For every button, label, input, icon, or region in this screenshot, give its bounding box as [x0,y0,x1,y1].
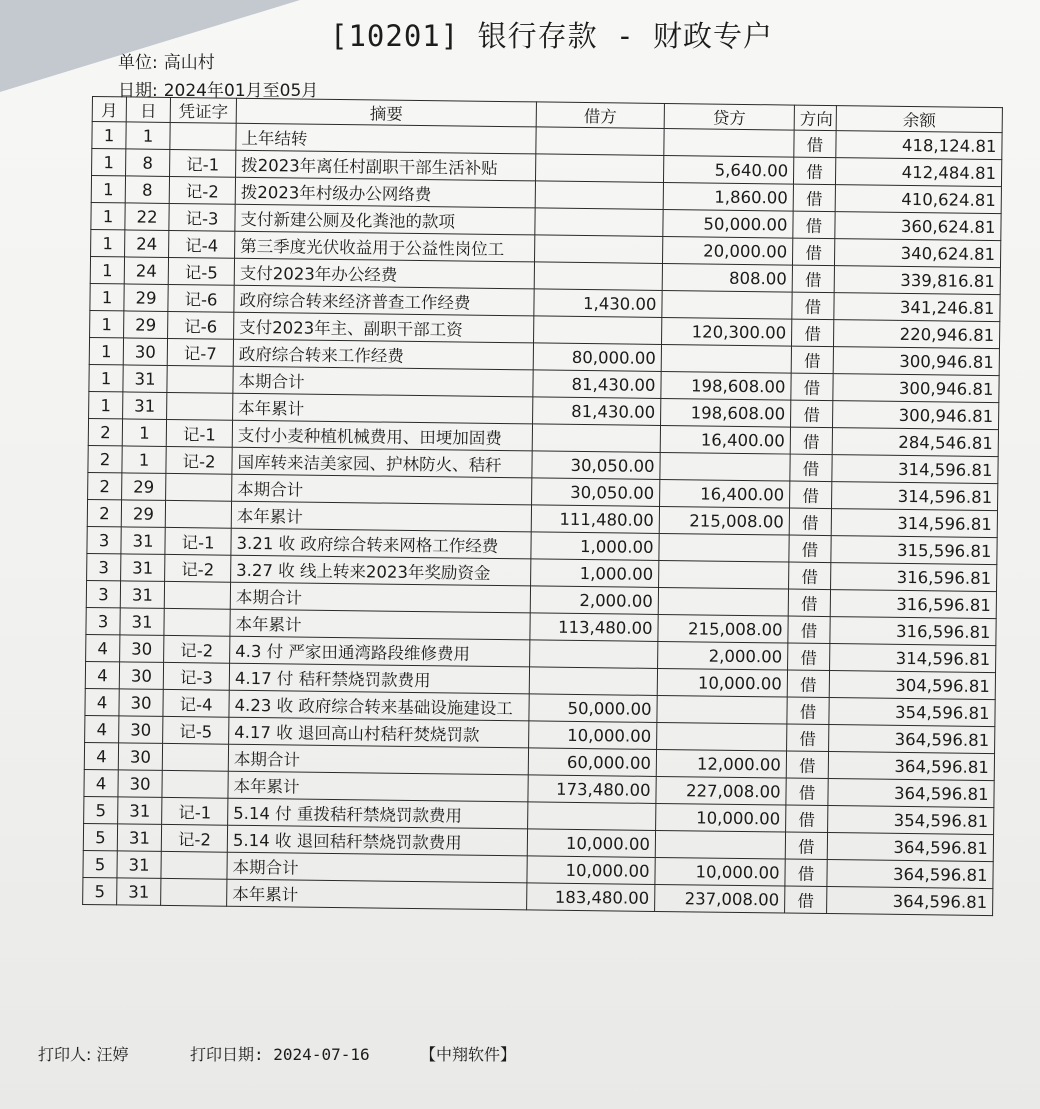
voucher-cell: 记-1 [165,527,231,555]
month-cell: 2 [87,499,121,526]
summary-cell: 支付2023年办公经费 [234,258,534,289]
day-cell: 1 [126,122,170,150]
summary-cell: 第三季度光伏收益用于公益性岗位工 [235,231,535,262]
balance-cell: 304,596.81 [829,671,995,700]
balance-cell: 284,546.81 [832,428,998,457]
month-cell: 3 [86,580,120,607]
unit-line [118,48,215,73]
direction-cell: 借 [789,508,831,536]
col-credit-header: 贷方 [664,103,794,130]
direction-cell: 借 [787,697,829,725]
summary-cell: 4.3 付 严家田通湾路段维修费用 [230,636,530,667]
balance-cell: 314,596.81 [830,644,996,673]
credit-cell [657,722,787,751]
credit-cell [659,533,789,562]
direction-cell: 借 [790,427,832,455]
balance-cell: 364,596.81 [829,725,995,754]
direction-cell: 借 [786,751,828,779]
debit-cell [535,208,663,237]
col-debit-header: 借方 [536,102,664,129]
month-cell: 1 [89,364,123,391]
summary-cell: 5.14 付 重拨秸秆禁烧罚款费用 [228,798,528,829]
day-cell: 31 [118,797,162,825]
month-cell: 1 [90,310,124,337]
summary-cell: 本年累计 [233,393,533,424]
credit-cell: 20,000.00 [662,236,792,265]
month-cell: 2 [88,445,122,472]
credit-cell: 215,008.00 [658,614,788,643]
ledger-body [83,122,1002,916]
debit-cell [535,181,663,210]
direction-cell: 借 [792,265,834,293]
day-cell: 29 [122,473,166,501]
month-cell: 5 [83,850,117,877]
balance-cell: 364,596.81 [828,779,994,808]
day-cell: 30 [123,338,167,366]
voucher-cell: 记-2 [169,176,235,204]
debit-cell: 1,000.00 [531,532,659,561]
summary-cell: 本期合计 [227,852,527,883]
summary-cell: 本年累计 [230,609,530,640]
debit-cell: 1,430.00 [534,289,662,318]
debit-cell: 81,430.00 [533,397,661,426]
col-summary-header: 摘要 [236,98,536,127]
month-cell: 1 [90,256,124,283]
day-cell: 29 [124,311,168,339]
month-cell: 4 [84,769,118,796]
balance-cell: 364,596.81 [827,833,993,862]
month-cell: 3 [86,607,120,634]
credit-cell: 10,000.00 [656,803,786,832]
debit-cell: 30,050.00 [532,478,660,507]
software-label: 【中翔软件】 [420,1045,517,1064]
month-cell: 5 [83,877,117,904]
voucher-cell: 记-1 [170,149,236,177]
summary-cell: 3.27 收 线上转来2023年奖励资金 [231,555,531,586]
voucher-cell: 记-6 [168,311,234,339]
day-cell: 30 [119,662,163,690]
balance-cell: 354,596.81 [829,698,995,727]
day-cell: 24 [125,230,169,258]
printer-value: 汪婷 [96,1045,129,1064]
summary-cell: 5.14 收 退回秸秆禁烧罚款费用 [227,825,527,856]
summary-cell: 本年累计 [227,879,527,910]
debit-cell [534,262,662,291]
direction-cell: 借 [792,292,834,320]
month-cell: 1 [92,149,126,176]
direction-cell: 借 [788,589,830,617]
credit-cell [662,290,792,319]
month-cell: 4 [85,661,119,688]
day-cell: 29 [121,500,165,528]
direction-cell: 借 [793,184,835,212]
summary-cell: 本期合计 [232,474,532,505]
balance-cell: 364,596.81 [828,752,994,781]
voucher-cell: 记-3 [163,662,229,690]
credit-cell: 227,008.00 [656,776,786,805]
debit-cell: 10,000.00 [527,856,655,885]
day-cell: 31 [117,851,161,879]
credit-cell [659,560,789,589]
day-cell: 31 [121,527,165,555]
direction-cell: 借 [791,373,833,401]
day-cell: 8 [125,176,169,204]
month-cell: 4 [85,688,119,715]
direction-cell: 借 [793,157,835,185]
credit-cell: 10,000.00 [657,668,787,697]
day-cell: 31 [123,365,167,393]
summary-cell: 拨2023年村级办公网络费 [235,177,535,208]
balance-cell: 410,624.81 [835,185,1001,214]
balance-cell: 314,596.81 [831,509,997,538]
col-day-header: 日 [126,97,170,123]
month-cell: 3 [87,526,121,553]
balance-cell: 314,596.81 [832,455,998,484]
month-cell: 5 [84,796,118,823]
credit-cell: 120,300.00 [662,317,792,346]
summary-cell: 4.17 收 退回高山村秸秆焚烧罚款 [229,717,529,748]
summary-cell: 国库转来洁美家园、护林防火、秸秆 [232,447,532,478]
voucher-cell: 记-4 [169,230,235,258]
balance-cell: 412,484.81 [835,158,1001,187]
direction-cell: 借 [788,616,830,644]
debit-cell [529,667,657,696]
day-cell: 30 [119,716,163,744]
balance-cell: 364,596.81 [827,887,993,916]
credit-cell [664,128,794,157]
summary-cell: 本年累计 [228,771,528,802]
debit-cell [530,640,658,669]
voucher-cell [161,878,227,906]
credit-cell: 1,860.00 [663,182,793,211]
voucher-cell [161,851,227,879]
debit-cell: 173,480.00 [528,775,656,804]
debit-cell: 80,000.00 [533,343,661,372]
debit-cell: 113,480.00 [530,613,658,642]
credit-cell: 50,000.00 [663,209,793,238]
month-cell: 1 [89,391,123,418]
balance-cell: 315,596.81 [831,536,997,565]
print-date-value: 2024-07-16 [273,1045,370,1064]
day-cell: 24 [124,257,168,285]
day-cell: 31 [120,581,164,609]
summary-cell: 拨2023年离任村副职干部生活补贴 [236,150,536,181]
day-cell: 31 [117,878,161,906]
direction-cell: 借 [789,535,831,563]
direction-cell: 借 [785,886,827,914]
direction-cell: 借 [794,130,836,158]
debit-cell: 111,480.00 [531,505,659,534]
month-cell: 4 [85,715,119,742]
voucher-cell: 记-7 [167,338,233,366]
summary-cell: 4.17 付 秸秆禁烧罚款费用 [229,663,529,694]
voucher-cell [167,392,233,420]
direction-cell: 借 [786,778,828,806]
credit-cell: 198,608.00 [661,398,791,427]
day-cell: 1 [122,419,166,447]
direction-cell: 借 [790,454,832,482]
credit-cell: 808.00 [662,263,792,292]
debit-cell [528,802,656,831]
debit-cell: 1,000.00 [531,559,659,588]
voucher-cell: 记-2 [166,446,232,474]
balance-cell: 354,596.81 [828,806,994,835]
month-cell: 4 [86,634,120,661]
voucher-cell: 记-5 [168,257,234,285]
day-cell: 22 [125,203,169,231]
direction-cell: 借 [793,211,835,239]
date-label: 日期: [118,81,158,101]
credit-cell [660,452,790,481]
balance-cell: 314,596.81 [832,482,998,511]
page-title: [10201] 银行存款 - 财政专户 [330,19,774,53]
balance-cell: 300,946.81 [833,347,999,376]
print-date-label: 打印日期: [190,1045,264,1064]
debit-cell [534,316,662,345]
credit-cell: 10,000.00 [655,857,785,886]
month-cell: 1 [91,176,125,203]
voucher-cell [167,365,233,393]
summary-cell: 4.23 收 政府综合转来基础设施建设工 [229,690,529,721]
voucher-cell: 记-6 [168,284,234,312]
credit-cell: 16,400.00 [660,425,790,454]
credit-cell [658,587,788,616]
voucher-cell [166,473,232,501]
balance-cell: 341,246.81 [834,293,1000,322]
balance-cell: 316,596.81 [830,617,996,646]
voucher-cell: 记-2 [164,635,230,663]
day-cell: 31 [121,554,165,582]
debit-cell [536,127,664,156]
voucher-cell [170,122,236,150]
direction-cell: 借 [787,670,829,698]
debit-cell: 10,000.00 [529,721,657,750]
summary-cell: 3.21 收 政府综合转来网格工作经费 [231,528,531,559]
debit-cell: 50,000.00 [529,694,657,723]
summary-cell: 本期合计 [228,744,528,775]
credit-cell: 5,640.00 [663,155,793,184]
debit-cell [535,154,663,183]
credit-cell: 16,400.00 [660,479,790,508]
credit-cell: 2,000.00 [658,641,788,670]
direction-cell: 借 [790,481,832,509]
balance-cell: 316,596.81 [830,590,996,619]
credit-cell: 215,008.00 [659,506,789,535]
debit-cell: 60,000.00 [528,748,656,777]
voucher-cell [164,581,230,609]
debit-cell: 183,480.00 [527,883,655,912]
direction-cell: 借 [788,643,830,671]
summary-cell: 政府综合转来经济普查工作经费 [234,285,534,316]
col-voucher-header: 凭证字 [170,97,236,123]
unit-label: 单位: [118,53,158,73]
debit-cell: 2,000.00 [530,586,658,615]
month-cell: 1 [90,283,124,310]
direction-cell: 借 [792,238,834,266]
balance-cell: 364,596.81 [827,860,993,889]
day-cell: 30 [118,770,162,798]
voucher-cell: 记-3 [169,203,235,231]
col-month-header: 月 [92,97,126,122]
debit-cell: 81,430.00 [533,370,661,399]
month-cell: 2 [88,418,122,445]
day-cell: 30 [120,635,164,663]
month-cell: 1 [92,122,126,149]
summary-cell: 政府综合转来工作经费 [233,339,533,370]
balance-cell: 316,596.81 [831,563,997,592]
ledger-table [82,96,1003,916]
month-cell: 2 [88,472,122,499]
direction-cell: 借 [791,346,833,374]
day-cell: 1 [122,446,166,474]
summary-cell: 本年累计 [231,501,531,532]
month-cell: 1 [91,202,125,229]
credit-cell: 237,008.00 [655,884,785,913]
voucher-cell [162,770,228,798]
credit-cell [661,344,791,373]
day-cell: 8 [126,149,170,177]
voucher-cell [162,743,228,771]
printer-line [38,1042,129,1065]
voucher-cell [164,608,230,636]
balance-cell: 360,624.81 [835,212,1001,241]
voucher-cell: 记-2 [165,554,231,582]
balance-cell: 418,124.81 [836,131,1002,160]
unit-value: 高山村 [163,53,215,73]
summary-cell: 支付小麦种植机械费用、田埂加固费 [232,420,532,451]
month-cell: 4 [84,742,118,769]
day-cell: 31 [123,392,167,420]
balance-cell: 339,816.81 [834,266,1000,295]
balance-cell: 300,946.81 [833,374,999,403]
direction-cell: 借 [791,400,833,428]
credit-cell [655,830,785,859]
direction-cell: 借 [787,724,829,752]
direction-cell: 借 [791,319,833,347]
day-cell: 30 [119,689,163,717]
month-cell: 3 [87,553,121,580]
debit-cell: 30,050.00 [532,451,660,480]
month-cell: 1 [89,337,123,364]
month-cell: 1 [91,229,125,256]
day-cell: 30 [118,743,162,771]
balance-cell: 340,624.81 [834,239,1000,268]
direction-cell: 借 [785,859,827,887]
month-cell: 5 [83,823,117,850]
col-direction-header: 方向 [794,105,836,131]
day-cell: 31 [120,608,164,636]
voucher-cell: 记-2 [161,824,227,852]
printer-label: 打印人: [38,1045,92,1064]
summary-cell: 支付2023年主、副职干部工资 [234,312,534,343]
credit-cell: 12,000.00 [656,749,786,778]
voucher-cell: 记-4 [163,689,229,717]
voucher-cell: 记-1 [162,797,228,825]
debit-cell: 10,000.00 [527,829,655,858]
summary-cell: 本期合计 [233,366,533,397]
debit-cell [532,424,660,453]
day-cell: 31 [117,824,161,852]
print-date-line [190,1042,370,1065]
credit-cell: 198,608.00 [661,371,791,400]
date-value: 2024年01月至05月 [163,81,319,101]
voucher-cell [165,500,231,528]
voucher-cell: 记-1 [166,419,232,447]
summary-cell: 本期合计 [230,582,530,613]
debit-cell [535,235,663,264]
day-cell: 29 [124,284,168,312]
balance-cell: 300,946.81 [833,401,999,430]
direction-cell: 借 [786,805,828,833]
summary-cell: 支付新建公厕及化粪池的款项 [235,204,535,235]
col-balance-header: 余额 [836,106,1002,133]
balance-cell: 220,946.81 [833,320,999,349]
credit-cell [657,695,787,724]
summary-cell: 上年结转 [236,123,536,154]
direction-cell: 借 [785,832,827,860]
voucher-cell: 记-5 [163,716,229,744]
direction-cell: 借 [789,562,831,590]
